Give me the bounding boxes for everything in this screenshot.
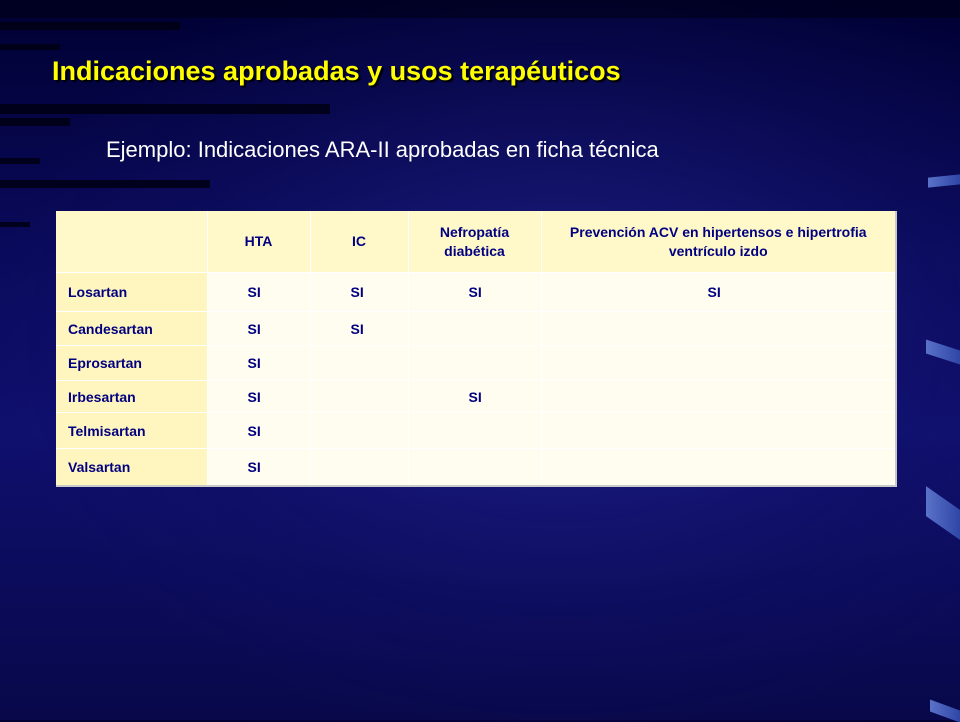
cell-nefropatia [408,449,541,487]
cell-prevencion: SI [541,273,896,312]
cell-nefropatia [408,312,541,346]
table-row [56,413,896,449]
cell-ic [310,449,408,487]
cell-nefropatia: SI [408,273,541,312]
drug-name: Irbesartan [56,381,207,413]
background-streak [0,44,60,50]
cell-nefropatia: SI [408,381,541,413]
cell-prevencion [541,346,896,381]
slide-title: Indicaciones aprobadas y usos terapéuticos [52,56,621,86]
header-nefropatia: Nefropatía diabética [408,211,541,273]
indications-table [56,211,897,487]
background-streak [0,180,210,188]
cell-ic [310,413,408,449]
background-streak [0,0,960,18]
cell-hta: SI [207,413,310,449]
background-streak [0,222,30,227]
drug-name: Candesartan [56,312,207,346]
header-corner [56,211,207,273]
header-hta: HTA [207,211,310,273]
edge-accent [926,339,960,364]
background-streak [0,118,70,126]
cell-prevencion [541,449,896,487]
edge-accent [928,174,960,187]
table-row [56,273,896,312]
cell-hta: SI [207,346,310,381]
cell-ic: SI [310,273,408,312]
table-row [56,449,896,487]
table-row [56,346,896,381]
drug-name: Losartan [56,273,207,312]
edge-accent [930,700,960,722]
header-prevencion: Prevención ACV en hipertensos e hipertrofia ventrículo izdo [541,211,896,273]
cell-ic [310,346,408,381]
cell-hta: SI [207,449,310,487]
cell-ic: SI [310,312,408,346]
cell-nefropatia [408,346,541,381]
cell-prevencion [541,312,896,346]
edge-accent [926,486,960,540]
drug-name: Valsartan [56,449,207,487]
header-ic: IC [310,211,408,273]
cell-prevencion [541,381,896,413]
cell-prevencion [541,413,896,449]
drug-name: Telmisartan [56,413,207,449]
table-row [56,312,896,346]
background-streak [0,158,40,164]
cell-nefropatia [408,413,541,449]
background-streak [0,104,330,114]
drug-name: Eprosartan [56,346,207,381]
cell-hta: SI [207,312,310,346]
background-streak [0,22,180,30]
slide-subtitle: Ejemplo: Indicaciones ARA-II aprobadas en ficha técnica [106,137,659,162]
cell-hta: SI [207,381,310,413]
table-row [56,381,896,413]
table-header-row [56,211,896,273]
cell-hta: SI [207,273,310,312]
cell-ic [310,381,408,413]
